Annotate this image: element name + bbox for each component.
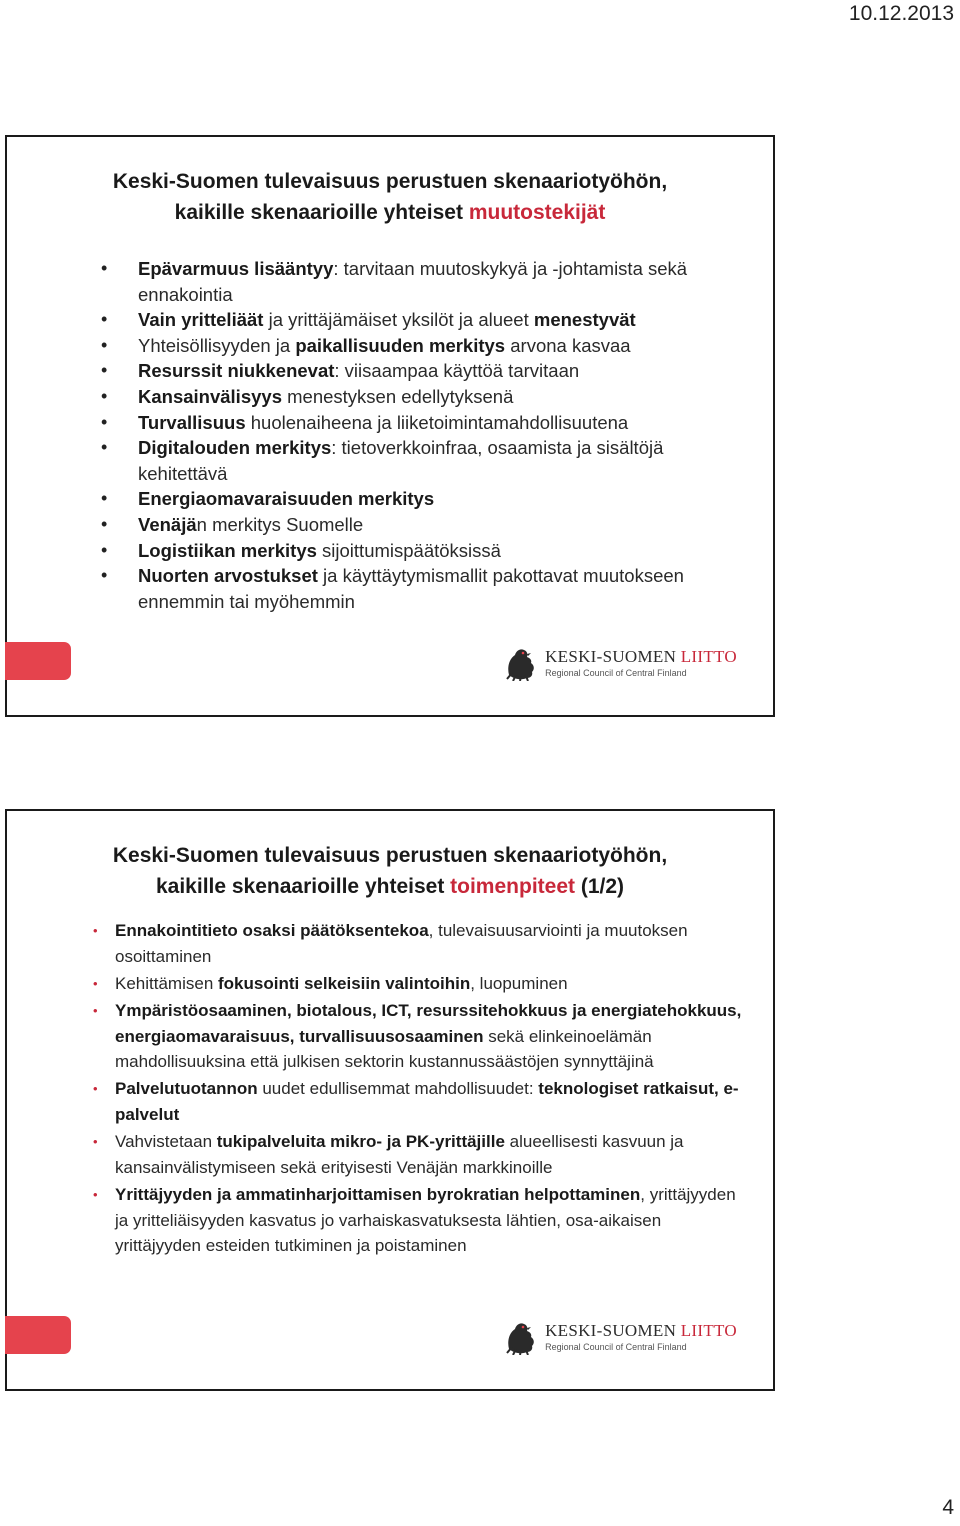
logo-name-part2: LIITTO: [680, 647, 737, 666]
bullet-text: alueellisesti kasvuun ja kansainvälistymiseen sekä erityisesti Venäjän markkinoille: [115, 1132, 684, 1177]
bullet-item: [7, 307, 773, 333]
bullet-item: [7, 1182, 773, 1259]
slide-title-line2: kaikille skenaarioille yhteiset: [155, 875, 451, 898]
bullet-item: [7, 971, 773, 997]
bullet-text: : tarvitaan muutoskykyä ja -johtamista sekä ennakointia: [138, 258, 688, 305]
bullet-item: [7, 486, 773, 512]
bullet-item: [7, 1129, 773, 1180]
bullet-text-bold: fokusointi selkeisiin valintoihin: [218, 973, 471, 993]
slide-title-line1: Keski-Suomen tulevaisuus perustuen skenaariotyöhön,: [112, 844, 668, 867]
bullet-text: uudet edullisemmat mahdollisuudet:: [257, 1079, 539, 1099]
red-tab-decoration: [5, 1316, 71, 1354]
bullet-text: Kehittämisen: [115, 973, 218, 993]
bullet-item: [7, 333, 773, 359]
bullet-text-bold: menestyvät: [533, 309, 636, 331]
bullet-item: [7, 512, 773, 538]
bullet-item: [7, 1076, 773, 1127]
logo-name-part1: KESKI-SUOMEN: [545, 1321, 677, 1340]
bullet-text: Yhteisöllisyyden ja: [138, 334, 296, 356]
bullet-text: , yrittäjyyden ja yritteliäisyyden kasvatus jo varhaiskasvatuksesta lähtien, osa-aikaisen yrittäjyyden esteiden tutkiminen ja poistaminen: [115, 1184, 736, 1256]
bullet-text-bold: Yrittäjyyden ja ammatinharjoittamisen byrokratian helpottaminen: [115, 1184, 641, 1204]
bullet-text: menestyksen edellytyksenä: [281, 385, 514, 407]
bullet-text: ja yrittäjämäiset yksilöt ja alueet: [263, 309, 534, 331]
bullet-text-bold: Venäjä: [138, 513, 197, 535]
slide-title-line1: Keski-Suomen tulevaisuus perustuen skenaariotyöhön,: [112, 170, 668, 193]
bullet-list: [7, 918, 773, 1259]
bullet-item: [7, 918, 773, 969]
capercaillie-bird-icon: [503, 645, 537, 681]
bullet-text: n merkitys Suomelle: [196, 513, 364, 535]
slide-toimenpiteet: [5, 809, 775, 1391]
logo-subtitle: Regional Council of Central Finland: [545, 1342, 687, 1352]
bullet-text-bold: Epävarmuus lisääntyy: [138, 258, 334, 279]
keski-suomen-liitto-logo: [503, 1317, 737, 1357]
document-date: 10.12.2013: [848, 2, 954, 25]
bullet-text: sijoittumispäätöksissä: [316, 539, 501, 561]
bullet-text: Vahvistetaan: [115, 1132, 217, 1152]
bullet-text-bold: Ennakointitieto osaksi päätöksentekoa: [115, 921, 429, 940]
slide-title-accent: toimenpiteet: [450, 875, 575, 898]
bullet-list: [7, 256, 773, 614]
bullet-text-bold: Energiaomavaraisuuden merkitys: [138, 488, 435, 510]
slide-title: [7, 811, 773, 902]
bullet-text: , luopuminen: [470, 973, 568, 993]
bullet-item: [7, 358, 773, 384]
slide-title-accent: muutostekijät: [468, 201, 606, 224]
bullet-text-bold: Nuorten arvostukset: [138, 565, 318, 587]
red-tab-decoration: [5, 642, 71, 680]
bullet-text-bold: Kansainvälisyys: [138, 385, 282, 407]
slide-title-line2: kaikille skenaarioille yhteiset: [174, 201, 469, 224]
slide-title-suffix: (1/2): [575, 875, 625, 898]
bullet-item: [7, 538, 773, 564]
bullet-text-bold: Logistiikan merkitys: [138, 539, 317, 561]
logo-name-part1: KESKI-SUOMEN: [545, 647, 677, 666]
bullet-text-bold: Vain yritteliäät: [138, 309, 264, 331]
bullet-text-bold: paikallisuuden merkitys: [295, 334, 506, 356]
bullet-text-bold: teknologiset ratkaisut, e-palvelut: [115, 1079, 739, 1124]
logo-subtitle: Regional Council of Central Finland: [545, 668, 687, 678]
bullet-item: [7, 563, 773, 614]
bullet-text: sekä elinkeinoelämän mahdollisuuksina että julkisen sektorin kustannussäästöjen synnyttäjinä: [115, 1026, 654, 1072]
bullet-item: [7, 384, 773, 410]
bullet-text: arvona kasvaa: [505, 334, 631, 356]
bullet-item: [7, 435, 773, 486]
bullet-text-bold: Palvelutuotannon: [115, 1079, 258, 1099]
bullet-text-bold: Ympäristöosaaminen, biotalous, ICT, resurssitehokkuus ja energiatehokkuus, energiaomavaraisuus, turvallisuusosaaminen: [115, 1000, 742, 1046]
bullet-text-bold: Turvallisuus: [138, 411, 246, 433]
bullet-text-bold: Resurssit niukkenevat: [138, 360, 335, 382]
page-number: 4: [942, 1496, 954, 1519]
bullet-text: : viisaampaa käyttöä tarvitaan: [334, 360, 580, 382]
bullet-text: ja käyttäytymismallit pakottavat muutokseen ennemmin tai myöhemmin: [138, 565, 684, 612]
bullet-text-bold: Digitalouden merkitys: [138, 437, 332, 459]
bullet-text: huolenaiheena ja liiketoimintamahdollisuutena: [245, 411, 629, 433]
bullet-item: [7, 410, 773, 436]
capercaillie-bird-icon: [503, 1319, 537, 1355]
bullet-text: : tietoverkkoinfraa, osaamista ja sisältöjä kehitettävä: [138, 437, 664, 484]
bullet-item: [7, 998, 773, 1075]
slide-muutostekijat: [5, 135, 775, 717]
bullet-item: [7, 256, 773, 307]
bullet-text-bold: tukipalveluita mikro- ja PK-yrittäjille: [216, 1132, 505, 1152]
logo-name-part2: LIITTO: [680, 1321, 737, 1340]
slide-title: [7, 137, 773, 228]
bullet-text: , tulevaisuusarviointi ja muutoksen osoittaminen: [115, 921, 688, 966]
keski-suomen-liitto-logo: [503, 643, 737, 683]
